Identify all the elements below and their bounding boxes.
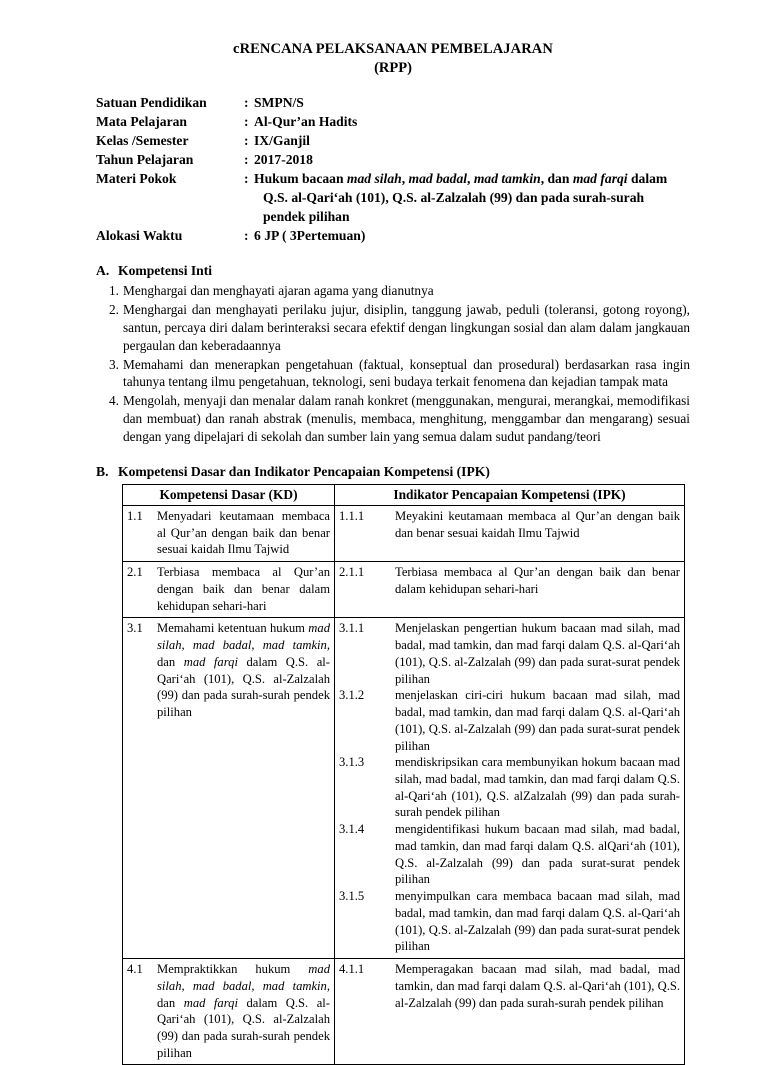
materi-line1-part-e: dalam bbox=[627, 171, 668, 187]
meta-row-tahun-pelajaran bbox=[96, 150, 690, 169]
materi-term-mad-tamkin: mad tamkin bbox=[473, 171, 541, 187]
section-b-letter: B. bbox=[96, 463, 109, 479]
meta-text-mata-pelajaran: Al-Qur’an Hadits bbox=[254, 114, 358, 130]
meta-colon: : bbox=[244, 133, 249, 149]
ipk-code: 3.1.4 bbox=[339, 822, 365, 837]
cell-ipk-4-1 bbox=[335, 959, 685, 1065]
ki-item-text: Mengolah, menyaji dan menalar dalam ranah konkret (menggunakan, mengurai, merangkai, memodifikasi dan membuat) dan ranah abstrak (menulis, membaca, menghitung, menggambar dan mengarang) sesuai dengan yang dipelajari di sekolah dan sumber lain yang semua dalam sudut pandang/teori bbox=[123, 393, 690, 445]
ipk-entry bbox=[339, 564, 680, 597]
meta-text-tahun-pelajaran: 2017-2018 bbox=[254, 152, 313, 168]
kd-text-part-a: Mempraktikkan hukum bbox=[157, 962, 309, 977]
ipk-text: Memperagakan bacaan mad silah, mad badal, mad tamkin, dan mad farqi dalam Q.S. al-Qari‘ah (101), Q.S. al-Zalzalah (99) dan pada surah-surah pendek pilihan bbox=[395, 962, 680, 1010]
ki-item-number: 3. bbox=[109, 356, 119, 372]
cell-kd-2-1 bbox=[123, 562, 335, 618]
ipk-entry bbox=[339, 754, 680, 821]
cell-ipk-2-1 bbox=[335, 562, 685, 618]
ki-item-text: Memahami dan menerapkan pengetahuan (faktual, konseptual dan prosedural) berdasarkan rasa ingin tahunya tentang ilmu pengetahuan, teknologi, seni budaya terkait fenomena dan kejadian tampak mata bbox=[123, 356, 690, 390]
materi-line1-part-a: Hukum bacaan bbox=[254, 171, 347, 187]
ipk-entry bbox=[339, 687, 680, 754]
materi-term-mad-badal: mad badal bbox=[408, 171, 468, 187]
materi-sep-3: , dan bbox=[540, 171, 573, 187]
table-row bbox=[123, 959, 685, 1065]
kd-text-part-a: Memahami ketentuan hukum bbox=[157, 621, 309, 636]
meta-label-satuan-pendidikan: Satuan Pendidikan bbox=[96, 95, 207, 111]
ipk-entry bbox=[339, 821, 680, 888]
cell-kd-3-1 bbox=[123, 618, 335, 959]
kd-entry bbox=[127, 564, 330, 614]
meta-colon: : bbox=[244, 95, 249, 111]
meta-colon: : bbox=[244, 171, 249, 187]
kd-text: Menyadari keutamaan membaca al Qur’an dengan baik dan benar sesuai kaidah Ilmu Tajwid bbox=[157, 508, 330, 557]
ipk-text: Terbiasa membaca al Qur’an dengan baik dan benar dalam kehidupan sehari-hari bbox=[395, 565, 680, 596]
materi-line2: Q.S. al-Qari‘ah (101), Q.S. al-Zalzalah (99) dan pada surah-surah bbox=[263, 190, 645, 206]
ipk-text: Menjelaskan pengertian hukum bacaan mad silah, mad badal, mad tamkin, dan mad farqi dalam Q.S. al-Qari‘ah (101), Q.S. al-Zalzalah (99) dan pada surat-surat pendek pilihan bbox=[395, 621, 680, 686]
ipk-text: menjelaskan ciri-ciri hukum bacaan mad silah, mad badal, mad tamkin, dan mad farqi dalam Q.S. al-Qari‘ah (101), Q.S. al-Zalzalah (99) dan pada surat-surat pendek pilihan bbox=[395, 688, 680, 753]
meta-label-alokasi-waktu: Alokasi Waktu bbox=[96, 228, 183, 244]
kompetensi-inti-list bbox=[96, 282, 690, 446]
kd-code: 2.1 bbox=[127, 565, 143, 580]
meta-text-alokasi-waktu: 6 JP ( 3Pertemuan) bbox=[254, 228, 366, 244]
kd-text bbox=[157, 961, 330, 1061]
section-b-heading bbox=[96, 463, 690, 481]
kd-ipk-table bbox=[122, 484, 685, 1065]
materi-sep-1: , bbox=[401, 171, 409, 187]
meta-row-satuan-pendidikan bbox=[96, 93, 690, 112]
section-a-heading bbox=[96, 262, 690, 280]
kd-code: 4.1 bbox=[127, 962, 143, 977]
ki-item-number: 4. bbox=[109, 393, 119, 409]
kd-terms-2: mad farqi bbox=[183, 995, 238, 1010]
ipk-code: 3.1.5 bbox=[339, 889, 365, 904]
list-item bbox=[96, 392, 690, 446]
meta-value-tahun-pelajaran bbox=[244, 150, 690, 169]
kd-text-part-c: dalam Q.S. al-Qari‘ah (101), Q.S. al-Zalzalah (99) dan pada surah-surah pendek pilihan bbox=[157, 995, 330, 1060]
materi-sep-2: , bbox=[467, 171, 474, 187]
kd-text: Terbiasa membaca al Qur’an dengan baik dan benar dalam kehidupan sehari-hari bbox=[157, 565, 330, 613]
meta-label-kelas-semester: Kelas /Semester bbox=[96, 133, 189, 149]
meta-text-satuan-pendidikan: SMPN/S bbox=[254, 95, 304, 111]
ipk-entry bbox=[339, 888, 680, 955]
ipk-code: 2.1.1 bbox=[339, 565, 365, 580]
cell-kd-1-1 bbox=[123, 505, 335, 561]
ipk-entry bbox=[339, 961, 680, 1011]
ki-item-number: 2. bbox=[109, 301, 119, 317]
meta-row-alokasi-waktu bbox=[96, 226, 690, 245]
kd-text-part-b: dan bbox=[157, 995, 184, 1010]
kd-entry bbox=[127, 961, 330, 1061]
section-kompetensi-dasar bbox=[96, 463, 690, 1065]
ki-item-text: Menghargai dan menghayati ajaran agama yang dianutnya bbox=[123, 283, 434, 299]
ipk-code: 3.1.1 bbox=[339, 621, 365, 636]
ipk-text: mendiskripsikan cara membunyikan hokum bacaan mad silah, mad badal, mad tamkin, dan mad farqi dalam Q.S. al-Qari‘ah (101), Q.S. alZalzalah (99) dan pada surah-surah pendek pilihan bbox=[395, 755, 680, 820]
ki-item-number: 1. bbox=[109, 283, 119, 299]
meta-label-tahun-pelajaran: Tahun Pelajaran bbox=[96, 152, 194, 168]
list-item bbox=[96, 301, 690, 355]
list-item bbox=[96, 356, 690, 392]
ipk-entry bbox=[339, 508, 680, 541]
meta-value-alokasi-waktu bbox=[244, 226, 690, 245]
ipk-text: Meyakini keutamaan membaca al Qur’an dengan baik dan benar sesuai kaidah Ilmu Tajwid bbox=[395, 508, 680, 540]
document-title: cRENCANA PELAKSANAAN PEMBELAJARAN bbox=[233, 41, 553, 57]
ipk-text: mengidentifikasi hukum bacaan mad silah, mad badal, mad tamkin, dan mad farqi dalam Q.S. alQari‘ah (101), Q.S. al-Zalzalah (99) dan pada surat-surat pendek pilihan bbox=[395, 822, 680, 887]
ipk-code: 4.1.1 bbox=[339, 962, 365, 977]
document-subtitle: (RPP) bbox=[374, 59, 412, 76]
meta-row-mata-pelajaran bbox=[96, 112, 690, 131]
ipk-code: 1.1.1 bbox=[339, 508, 365, 523]
column-header-kd: Kompetensi Dasar (KD) bbox=[123, 484, 335, 505]
kd-text-part-b: dan bbox=[157, 654, 184, 669]
kd-code: 3.1 bbox=[127, 621, 143, 636]
kd-terms-1: mad silah, mad badal, mad tamkin, bbox=[157, 621, 330, 653]
meta-colon: : bbox=[244, 228, 249, 244]
meta-text-kelas-semester: IX/Ganjil bbox=[254, 133, 310, 149]
meta-row-materi-pokok bbox=[96, 169, 690, 226]
materi-term-mad-farqi: mad farqi bbox=[572, 171, 628, 187]
meta-label-materi-pokok: Materi Pokok bbox=[96, 171, 177, 187]
ipk-entry bbox=[339, 620, 680, 687]
section-a-letter: A. bbox=[96, 263, 110, 279]
ki-item-text: Menghargai dan menghayati perilaku jujur, disiplin, tanggung jawab, peduli (toleransi, gotong royong), santun, percaya diri dalam berinteraksi secara efektif dengan lingkungan sosial dan alam dalam jangkauan pergaulan dan keberadaannya bbox=[123, 301, 690, 353]
materi-term-mad-silah: mad silah bbox=[346, 171, 402, 187]
kd-terms-1: mad silah, mad badal, mad tamkin, bbox=[157, 962, 330, 993]
meta-value-mata-pelajaran bbox=[244, 112, 690, 131]
section-a-title: Kompetensi Inti bbox=[118, 263, 213, 279]
meta-label-mata-pelajaran: Mata Pelajaran bbox=[96, 114, 187, 130]
meta-row-kelas-semester bbox=[96, 131, 690, 150]
section-kompetensi-inti bbox=[96, 262, 690, 446]
column-header-ipk: Indikator Pencapaian Kompetensi (IPK) bbox=[335, 484, 685, 505]
meta-colon: : bbox=[244, 152, 249, 168]
meta-value-kelas-semester bbox=[244, 131, 690, 150]
table-row bbox=[123, 618, 685, 959]
materi-line3: pendek pilihan bbox=[263, 209, 350, 225]
ipk-code: 3.1.2 bbox=[339, 688, 365, 703]
ipk-text: menyimpulkan cara membaca bacaan mad silah, mad badal, mad tamkin, dan mad farqi dalam Q.S. al-Qari‘ah (101), Q.S. al-Zalzalah (99) dan pada surat-surat pendek pilihan bbox=[395, 889, 680, 954]
table-row bbox=[123, 505, 685, 561]
cell-ipk-3-1 bbox=[335, 618, 685, 959]
cell-kd-4-1 bbox=[123, 959, 335, 1065]
kd-terms-2: mad farqi bbox=[183, 654, 238, 669]
document-meta-block bbox=[96, 93, 690, 245]
kd-entry bbox=[127, 508, 330, 558]
kd-code: 1.1 bbox=[127, 508, 143, 523]
meta-value-satuan-pendidikan bbox=[244, 93, 690, 112]
table-header-row bbox=[123, 484, 685, 505]
meta-colon: : bbox=[244, 114, 249, 130]
list-item bbox=[96, 282, 690, 300]
meta-value-materi-pokok bbox=[244, 169, 690, 226]
ipk-code: 3.1.3 bbox=[339, 755, 365, 770]
kd-text-part-c: dalam Q.S. al-Qari‘ah (101), Q.S. al-Zalzalah (99) dan pada surah-surah pendek pilihan bbox=[157, 654, 330, 720]
section-b-title: Kompetensi Dasar dan Indikator Pencapaian Kompetensi (IPK) bbox=[118, 463, 490, 479]
kd-text bbox=[157, 620, 330, 720]
table-row bbox=[123, 562, 685, 618]
kd-entry bbox=[127, 620, 330, 720]
cell-ipk-1-1 bbox=[335, 505, 685, 561]
